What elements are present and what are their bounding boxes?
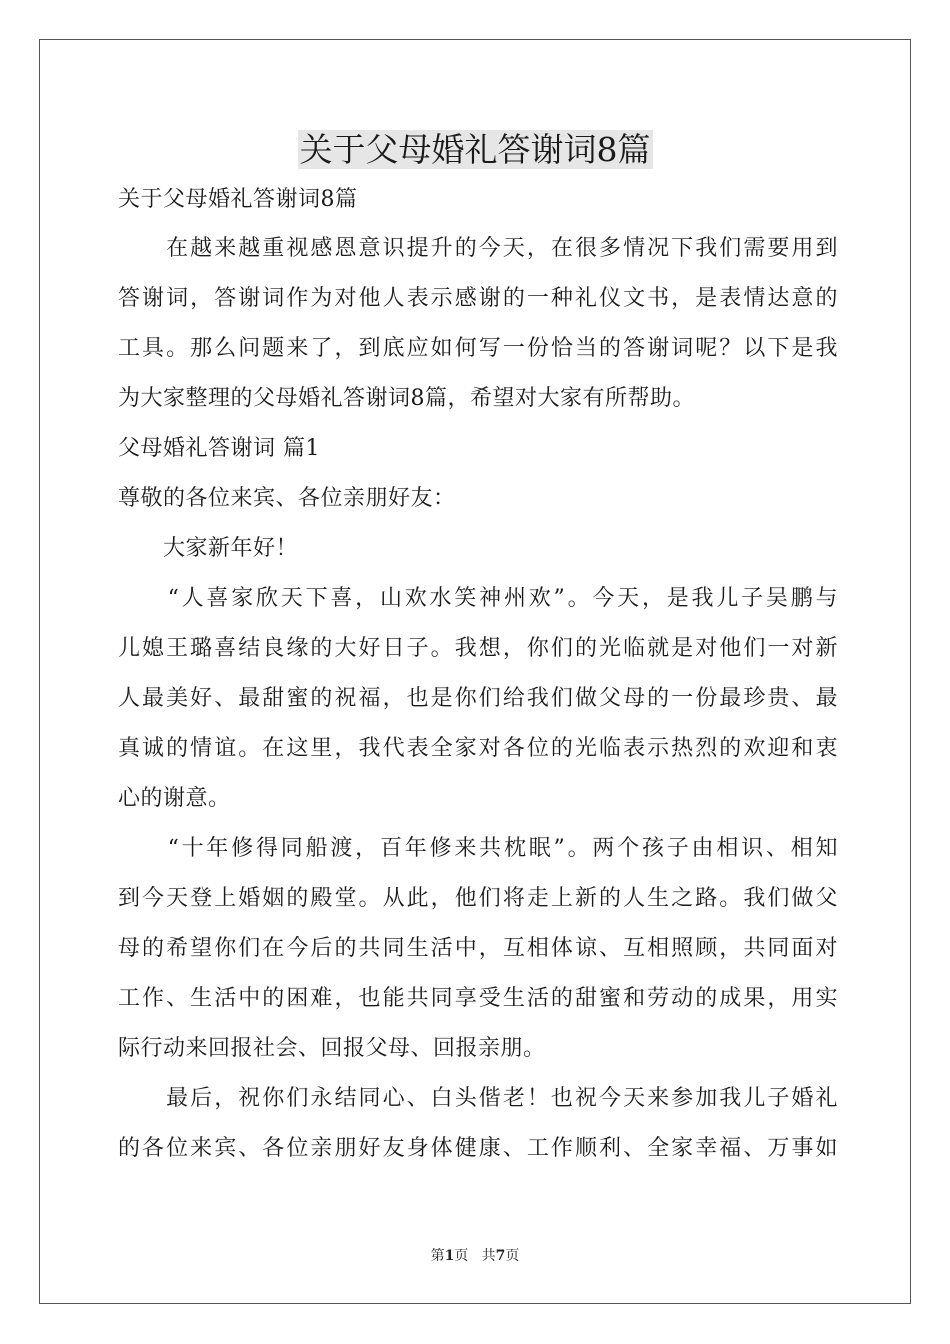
paragraph-line: 工具。那么问题来了，到底应如何写一份恰当的答谢词呢？以下是我 <box>118 336 838 361</box>
paragraph-line: 心的谢意。 <box>118 786 231 811</box>
paragraph-line: 到今天登上婚姻的殿堂。从此，他们将走上新的人生之路。我们做父 <box>118 886 838 911</box>
paragraph-line: 的各位来宾、各位亲朋好友身体健康、工作顺利、全家幸福、万事如 <box>118 1136 838 1161</box>
paragraph-line: 最后，祝你们永结同心、白头偕老！也祝今天来参加我儿子婚礼 <box>118 1086 838 1111</box>
paragraph-line: 际行动来回报社会、回报父母、回报亲朋。 <box>118 1036 546 1061</box>
paragraph-line: “人喜家欣天下喜，山欢水笑神州欢”。今天，是我儿子吴鹏与 <box>118 586 838 611</box>
paragraph-line: 在越来越重视感恩意识提升的今天，在很多情况下我们需要用到 <box>118 236 838 261</box>
total-label-prefix: 共 <box>481 1248 496 1264</box>
page-footer <box>0 1246 950 1266</box>
page-total: 7 <box>495 1248 506 1264</box>
page-label-prefix: 第 <box>430 1248 445 1264</box>
paragraph-line: 工作、生活中的困难，也能共同享受生活的甜蜜和劳动的成果，用实 <box>118 986 838 1011</box>
paragraph-line: 真诚的情谊。在这里，我代表全家对各位的光临表示热烈的欢迎和衷 <box>118 736 838 761</box>
subtitle-line: 关于父母婚礼答谢词8篇 <box>118 187 358 212</box>
section-heading: 父母婚礼答谢词 篇1 <box>118 436 320 461</box>
paragraph-line: 为大家整理的父母婚礼答谢词8篇，希望对大家有所帮助。 <box>118 386 695 411</box>
paragraph-line: “十年修得同船渡，百年修来共枕眠”。两个孩子由相识、相知 <box>118 836 838 861</box>
document-title <box>0 126 950 174</box>
greeting-line: 大家新年好！ <box>118 536 299 561</box>
total-label-suffix: 页 <box>505 1248 520 1264</box>
page-current: 1 <box>444 1248 455 1264</box>
page-border <box>39 39 911 1304</box>
document-title-text: 关于父母婚礼答谢词8篇 <box>299 130 651 169</box>
paragraph-line: 人最美好、最甜蜜的祝福，也是你们给我们做父母的一份最珍贵、最 <box>118 686 838 711</box>
salutation-line: 尊敬的各位来宾、各位亲朋好友： <box>118 486 456 511</box>
paragraph-line: 答谢词，答谢词作为对他人表示感谢的一种礼仪文书，是表情达意的 <box>118 286 838 311</box>
paragraph-line: 儿媳王璐喜结良缘的大好日子。我想，你们的光临就是对他们一对新 <box>118 636 838 661</box>
page-label-suffix: 页 <box>454 1248 469 1264</box>
paragraph-line: 母的希望你们在今后的共同生活中，互相体谅、互相照顾，共同面对 <box>118 936 838 961</box>
